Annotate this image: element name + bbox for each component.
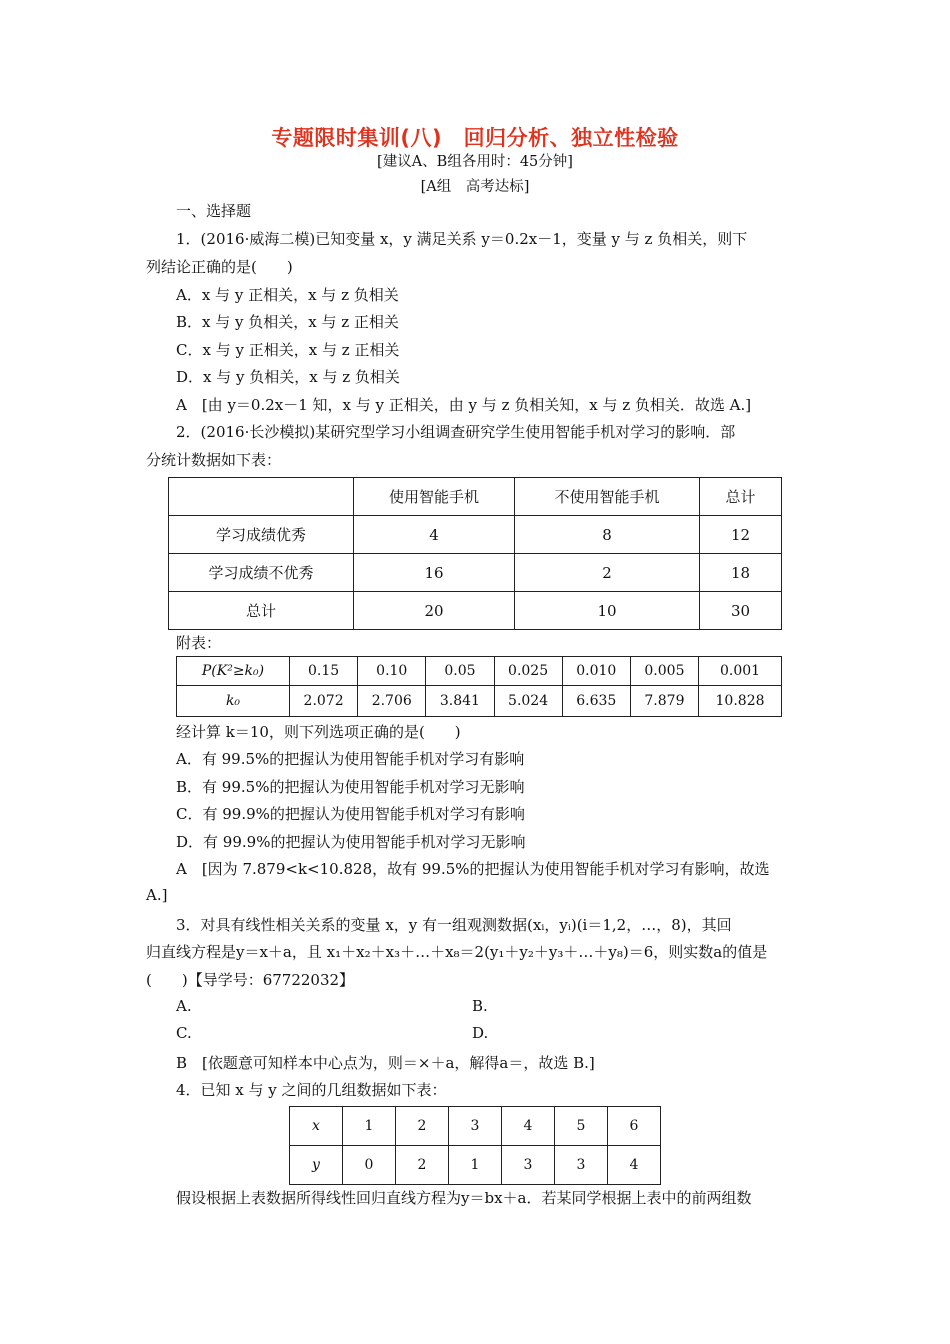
q3-option-b: B. bbox=[472, 997, 488, 1015]
table-cell: y bbox=[290, 1146, 343, 1185]
table-row bbox=[169, 516, 782, 554]
q2-option-b: B．有 99.5%的把握认为使用智能手机对学习无影响 bbox=[176, 778, 525, 796]
table-cell: 4 bbox=[608, 1146, 661, 1185]
q3-option-d: D. bbox=[472, 1024, 489, 1042]
table-cell: 16 bbox=[354, 554, 515, 592]
q3-option-c: C. bbox=[176, 1024, 192, 1042]
page-title: 专题限时集训(八) 回归分析、独立性检验 bbox=[271, 126, 679, 150]
table-cell: 0 bbox=[343, 1146, 396, 1185]
table-cell: 4 bbox=[502, 1107, 555, 1146]
table-cell: 5 bbox=[555, 1107, 608, 1146]
table-cell: k₀ bbox=[177, 686, 290, 717]
table-cell: 8 bbox=[515, 516, 700, 554]
table-cell: 学习成绩优秀 bbox=[169, 516, 354, 554]
table-cell: 0.001 bbox=[699, 657, 782, 686]
q1-stem-line2: 列结论正确的是( ) bbox=[146, 258, 293, 276]
table-row bbox=[290, 1146, 661, 1185]
table-cell: 0.05 bbox=[426, 657, 494, 686]
table-cell: 1 bbox=[449, 1146, 502, 1185]
table-cell: 6.635 bbox=[562, 686, 630, 717]
table-cell: 3.841 bbox=[426, 686, 494, 717]
q1-option-b: B．x 与 y 负相关，x 与 z 正相关 bbox=[176, 313, 399, 331]
table-row bbox=[177, 686, 782, 717]
table-cell: 2 bbox=[396, 1107, 449, 1146]
table-row bbox=[169, 592, 782, 630]
time-suggestion: [建议A、B组各用时：45分钟] bbox=[377, 154, 573, 170]
q4-stem: 4．已知 x 与 y 之间的几组数据如下表： bbox=[176, 1081, 447, 1099]
table-cell: 不使用智能手机 bbox=[515, 478, 700, 516]
q3-stem-line3: ( )【导学号：67722032】 bbox=[146, 971, 355, 989]
table-cell: 2.706 bbox=[358, 686, 426, 717]
table-row bbox=[169, 554, 782, 592]
table-cell: 总计 bbox=[169, 592, 354, 630]
q2-answer-line1: A [因为 7.879<k<10.828，故有 99.5%的把握认为使用智能手机对学习有影响，故选 bbox=[176, 860, 770, 878]
q3-stem-line2: 归直线方程是y＝x＋a，且 x₁＋x₂＋x₃＋…＋x₈＝2(y₁＋y₂＋y₃＋…＋y₈)＝6，则实数a的值是 bbox=[146, 943, 768, 961]
table-cell: 3 bbox=[502, 1146, 555, 1185]
table-cell: 3 bbox=[555, 1146, 608, 1185]
table-cell: 2 bbox=[515, 554, 700, 592]
group-label: [A组 高考达标] bbox=[420, 179, 530, 195]
table-cell: 0.025 bbox=[494, 657, 562, 686]
table-cell: 18 bbox=[700, 554, 782, 592]
table-cell: 0.15 bbox=[290, 657, 358, 686]
section-heading: 一、选择题 bbox=[176, 202, 252, 220]
table-cell: 20 bbox=[354, 592, 515, 630]
q2-stem-line1: 2．(2016·长沙模拟)某研究型学习小组调查研究学生使用智能手机对学习的影响．部 bbox=[176, 423, 736, 441]
table-cell: 6 bbox=[608, 1107, 661, 1146]
q4-last-line: 假设根据上表数据所得线性回归直线方程为y＝bx＋a．若某同学根据上表中的前两组数 bbox=[176, 1189, 752, 1207]
table-cell: 4 bbox=[354, 516, 515, 554]
q2-option-d: D．有 99.9%的把握认为使用智能手机对学习无影响 bbox=[176, 833, 526, 851]
table-cell: 0.10 bbox=[358, 657, 426, 686]
q1-stem-line1: 1．(2016·威海二模)已知变量 x，y 满足关系 y＝0.2x－1，变量 y 与 z 负相关，则下 bbox=[176, 230, 748, 248]
table-cell: 2 bbox=[396, 1146, 449, 1185]
table-cell: 10.828 bbox=[699, 686, 782, 717]
q1-option-c: C．x 与 y 正相关，x 与 z 正相关 bbox=[176, 341, 400, 359]
table-cell: 7.879 bbox=[630, 686, 698, 717]
q1-option-a: A．x 与 y 正相关，x 与 z 负相关 bbox=[176, 286, 399, 304]
q2-stem-line2: 分统计数据如下表： bbox=[146, 451, 282, 469]
q3-stem-line1: 3．对具有线性相关关系的变量 x，y 有一组观测数据(xᵢ，yᵢ)(i＝1,2，…，8)，其回 bbox=[176, 916, 732, 934]
table-cell: 5.024 bbox=[494, 686, 562, 717]
table-cell: 0.005 bbox=[630, 657, 698, 686]
table-header-row bbox=[169, 478, 782, 516]
table-cell: 12 bbox=[700, 516, 782, 554]
q2-option-c: C．有 99.9%的把握认为使用智能手机对学习有影响 bbox=[176, 805, 525, 823]
q1-answer: A [由 y＝0.2x－1 知，x 与 y 正相关，由 y 与 z 负相关知，x 与 z 负相关．故选 A.] bbox=[176, 396, 752, 414]
q1-option-d: D．x 与 y 负相关，x 与 z 负相关 bbox=[176, 368, 400, 386]
table-cell: 使用智能手机 bbox=[354, 478, 515, 516]
table-cell: 0.010 bbox=[562, 657, 630, 686]
table-cell: 3 bbox=[449, 1107, 502, 1146]
table-row bbox=[177, 657, 782, 686]
q2-calc: 经计算 k＝10，则下列选项正确的是( ) bbox=[176, 723, 461, 741]
q2-data-table bbox=[168, 477, 782, 630]
q4-data-table bbox=[289, 1106, 661, 1185]
q3-option-a: A. bbox=[176, 997, 192, 1015]
table-cell bbox=[169, 478, 354, 516]
table-cell: x bbox=[290, 1107, 343, 1146]
table-cell: 2.072 bbox=[290, 686, 358, 717]
q2-option-a: A．有 99.5%的把握认为使用智能手机对学习有影响 bbox=[176, 750, 525, 768]
table-cell: 总计 bbox=[700, 478, 782, 516]
table-cell: 10 bbox=[515, 592, 700, 630]
table-cell: P(K²≥k₀) bbox=[177, 657, 290, 686]
q3-answer: B [依题意可知样本中心点为，则＝×＋a，解得a＝，故选 B.] bbox=[176, 1054, 595, 1072]
appendix-label: 附表： bbox=[176, 634, 222, 652]
table-cell: 学习成绩不优秀 bbox=[169, 554, 354, 592]
table-cell: 1 bbox=[343, 1107, 396, 1146]
q2-answer-line2: A.] bbox=[146, 886, 168, 904]
table-cell: 30 bbox=[700, 592, 782, 630]
table-row bbox=[290, 1107, 661, 1146]
appendix-table bbox=[176, 656, 782, 717]
